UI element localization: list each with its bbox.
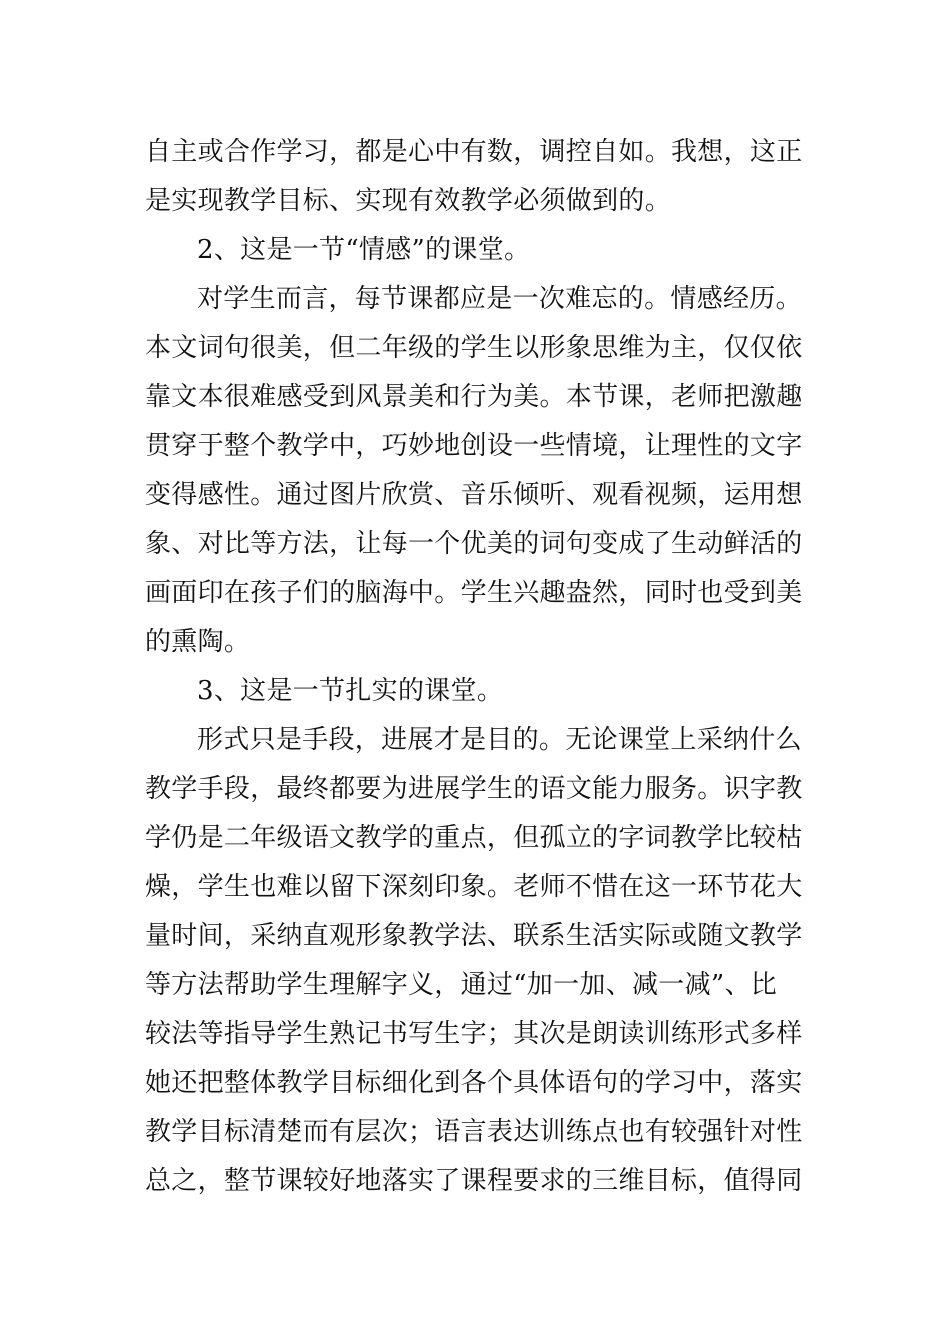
text-line: 对学生而言，每节课都应是一次难忘的。情感经历。 <box>197 284 802 314</box>
text-line: 教学手段，最终都要为进展学生的语文能力服务。识字教 <box>145 774 803 804</box>
text-line: 总之，整节课较好地落实了课程要求的三维目标，值得同 <box>145 1166 803 1196</box>
body-text <box>145 128 815 1206</box>
text-line: 自主或合作学习，都是心中有数，调控自如。我想，这正 <box>145 137 803 167</box>
text-line: 本文词句很美，但二年级的学生以形象思维为主，仅仅依 <box>145 333 803 363</box>
text-line: 她还把整体教学目标细化到各个具体语句的学习中，落实 <box>145 1068 803 1098</box>
text-line: 形式只是手段，进展才是目的。无论课堂上采纳什么 <box>197 725 802 755</box>
text-line: 是实现教学目标、实现有效教学必须做到的。 <box>145 186 672 216</box>
text-line: 象、对比等方法，让每一个优美的词句变成了生动鲜活的 <box>145 529 803 559</box>
text-line: 燥，学生也难以留下深刻印象。老师不惜在这一环节花大 <box>145 872 803 902</box>
text-line: 量时间，采纳直观形象教学法、联系生活实际或随文教学 <box>145 921 803 951</box>
section-heading-3: 3、这是一节扎实的课堂。 <box>197 676 504 706</box>
text-line: 等方法帮助学生理解字义，通过“加一加、减一减”、比 <box>145 970 778 1000</box>
text-line: 学仍是二年级语文教学的重点，但孤立的字词教学比较枯 <box>145 823 803 853</box>
text-line: 较法等指导学生熟记书写生字；其次是朗读训练形式多样 <box>145 1019 803 1049</box>
text-line: 教学目标清楚而有层次；语言表达训练点也有较强针对性 <box>145 1117 803 1147</box>
text-line: 贯穿于整个教学中，巧妙地创设一些情境，让理性的文字 <box>145 431 803 461</box>
text-line: 靠文本很难感受到风景美和行为美。本节课，老师把激趣 <box>145 382 803 412</box>
section-heading-2: 2、这是一节“情感”的课堂。 <box>197 235 531 265</box>
text-line: 的熏陶。 <box>145 627 251 657</box>
text-line: 画面印在孩子们的脑海中。学生兴趣盎然，同时也受到美 <box>145 578 803 608</box>
text-line: 变得感性。通过图片欣赏、音乐倾听、观看视频，运用想 <box>145 480 803 510</box>
